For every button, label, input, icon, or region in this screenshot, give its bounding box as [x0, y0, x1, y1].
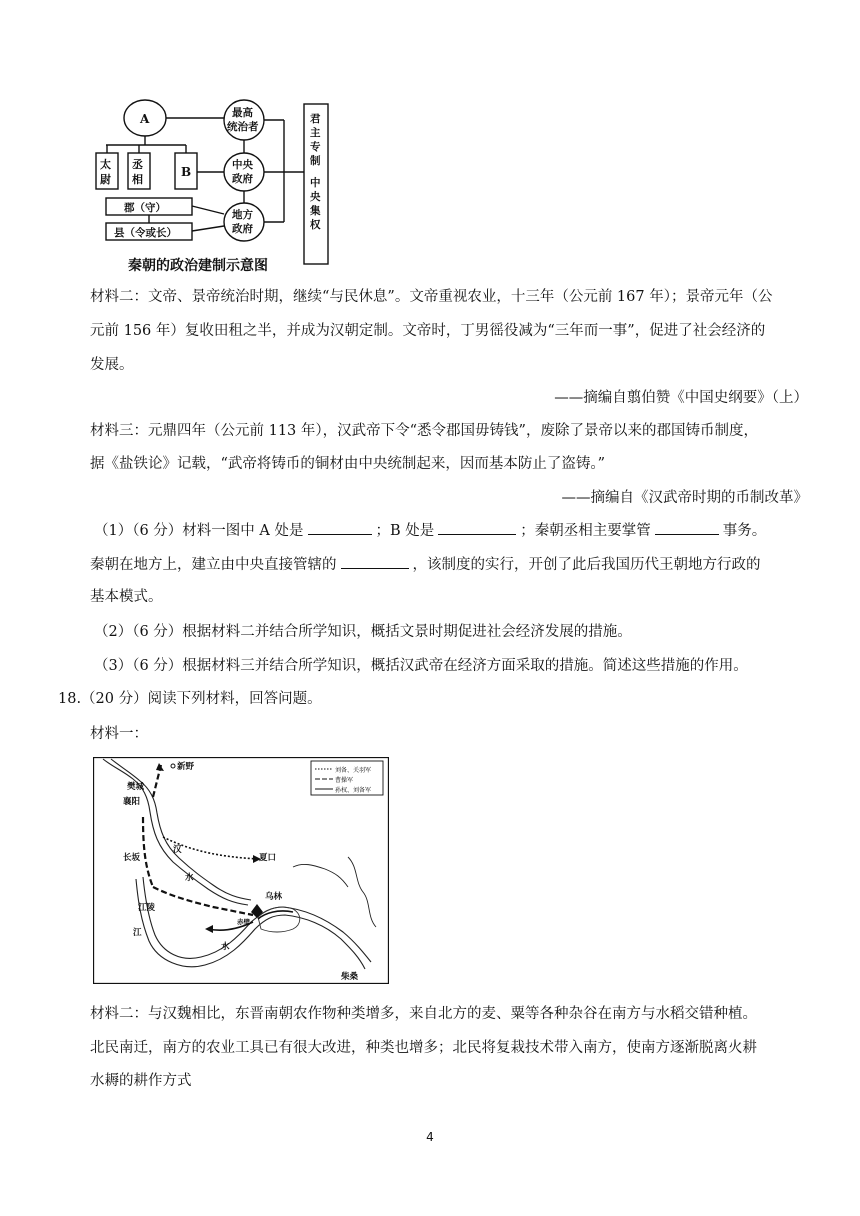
taiwei-label-2: 尉	[100, 173, 111, 186]
local-gov-label-1: 地方	[232, 209, 253, 221]
q1-part-b: ；B 处是	[375, 523, 435, 539]
material2-line1: 材料二：文帝、景帝统治时期，继续“与民休息”。文帝重视农业，十三年（公元前 167 年）；景帝元年（公	[90, 289, 773, 305]
q1-part-c: ；秦朝丞相主要掌管	[520, 523, 651, 539]
q1-part-d: 事务。	[722, 523, 767, 539]
place-xiangyang: 襄阳	[123, 797, 141, 807]
local-gov-label-2: 政府	[232, 223, 253, 235]
central-gov-label-1: 中央	[232, 159, 253, 171]
side-label-char: 中	[310, 177, 321, 189]
question-3: （3）（6 分）根据材料三并结合所学知识，概括汉武帝在经济方面采取的措施。简述这些措施的作用。	[94, 658, 748, 674]
node-b-label: B	[181, 165, 192, 179]
side-label-char: 专	[310, 141, 321, 153]
place-xiakou: 夏口	[259, 853, 277, 863]
central-gov-label-2: 政府	[232, 173, 253, 185]
q1-line2-a: 秦朝在地方上，建立由中央直接管辖的	[90, 557, 337, 573]
place-xinye: 新野	[177, 762, 195, 772]
q1-part-a: （1）（6 分）材料一图中 A 处是	[94, 523, 304, 539]
side-label-char: 主	[310, 127, 321, 139]
place-chaisang: 柴桑	[341, 972, 359, 982]
answer-blank-c[interactable]	[655, 520, 719, 535]
xian-label: 县（令或长）	[114, 227, 177, 239]
material3-line2: 据《盐铁论》记载，“武帝将铸币的铜材由中央统制起来，因而基本防止了盗铸。”	[90, 456, 606, 472]
place-jiangling: 江陵	[138, 903, 156, 913]
question-1-line2	[90, 554, 761, 575]
supreme-ruler-label-1: 最高	[232, 107, 253, 119]
supreme-ruler-label-2: 统治者	[227, 121, 259, 133]
diagram-caption: 秦朝的政治建制示意图	[128, 258, 268, 274]
question-1-line3: 基本模式。	[90, 589, 163, 605]
page-number: 4	[426, 1130, 434, 1144]
question-2: （2）（6 分）根据材料二并结合所学知识，概括文景时期促进社会经济发展的措施。	[94, 624, 632, 640]
chibi-battle-map	[93, 757, 389, 984]
side-label-char: 央	[310, 191, 321, 203]
qin-structure-diagram	[88, 96, 338, 271]
q1-line2-b: ，该制度的实行，开创了此后我国历代王朝地方行政的	[412, 557, 761, 573]
legend-entry: 曹操军	[335, 777, 354, 784]
place-changban: 长坂	[123, 853, 141, 863]
question-18-material1-label: 材料一：	[90, 726, 148, 742]
place-chibi: 赤壁	[237, 918, 250, 926]
answer-blank-b[interactable]	[438, 520, 516, 535]
river-han: 汉	[173, 845, 182, 855]
side-label-char: 权	[310, 219, 321, 231]
chengxiang-label-1: 丞	[132, 158, 143, 171]
answer-blank-a[interactable]	[308, 520, 372, 535]
material2-line2: 元前 156 年）复收田租之半，并成为汉朝定制。文帝时，丁男徭役减为“三年而一事”，促进了社会经济的	[90, 323, 766, 339]
chengxiang-label-2: 相	[132, 173, 143, 186]
side-label-char: 君	[310, 113, 321, 125]
jun-label: 郡（守）	[124, 202, 166, 214]
q18-material2-line3: 水耨的耕作方式	[90, 1073, 192, 1089]
material2-source: ——摘编自翦伯赞《中国史纲要》（上）	[554, 390, 808, 406]
river-shui: 水	[221, 942, 230, 952]
material3-line1: 材料三：元鼎四年（公元前 113 年），汉武帝下令“悉令郡国毋铸钱”，废除了景帝以来的郡国铸币制度，	[90, 423, 758, 439]
material3-source: ——摘编自《汉武帝时期的币制改革》	[561, 490, 808, 506]
q18-material2-line1: 材料二：与汉魏相比，东晋南朝农作物种类增多，来自北方的麦、粟等各种杂谷在南方与水稻交错种植。	[90, 1006, 757, 1022]
question-1-line1	[94, 520, 766, 541]
side-label-char: 集	[310, 205, 321, 217]
q18-material2-line2: 北民南迁，南方的农业工具已有很大改进，种类也增多；北民将复栽技术带入南方，使南方逐渐脱离火耕	[90, 1040, 757, 1056]
legend-entry: 孙权、刘备军	[335, 787, 372, 794]
legend-entry: 刘备、关羽军	[335, 767, 372, 774]
taiwei-label-1: 太	[100, 158, 111, 171]
river-han-shui: 水	[185, 873, 194, 883]
answer-blank-d[interactable]	[341, 554, 409, 569]
place-fancheng: 樊城	[127, 782, 145, 792]
question-18: 18.（20 分）阅读下列材料，回答问题。	[58, 691, 322, 707]
material2-line3: 发展。	[90, 357, 134, 373]
river-jiang: 江	[133, 928, 142, 938]
place-wulin: 乌林	[265, 892, 283, 902]
node-a-label: A	[140, 112, 150, 126]
side-label-char: 制	[310, 155, 321, 167]
